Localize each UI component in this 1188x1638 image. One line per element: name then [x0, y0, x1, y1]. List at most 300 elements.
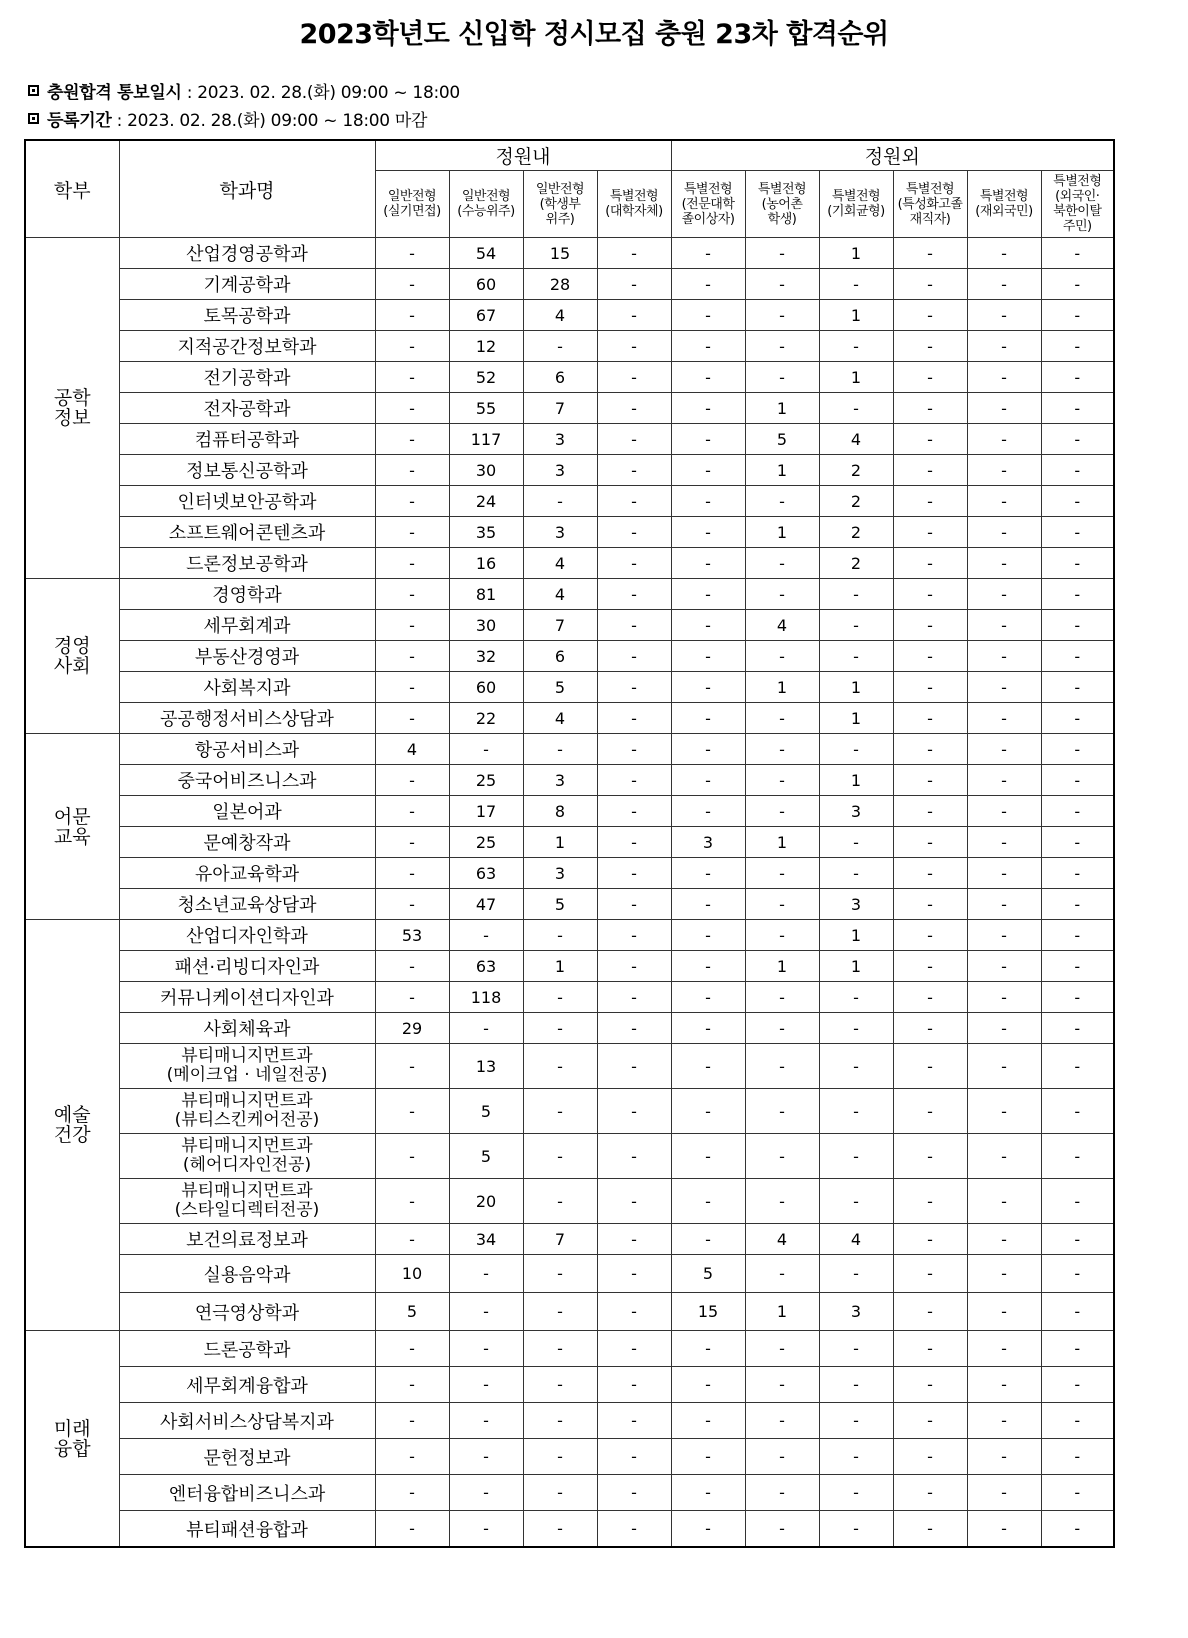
rank-value-cell: -: [967, 1331, 1041, 1367]
major-name-cell: [119, 765, 375, 796]
rank-value-cell: -: [597, 424, 671, 455]
table-row: [25, 486, 1114, 517]
rank-value-cell: 1: [523, 951, 597, 982]
rank-value-cell: -: [1041, 548, 1114, 579]
rank-value-cell: -: [893, 610, 967, 641]
rank-value-cell: -: [819, 1367, 893, 1403]
rank-value-cell: -: [893, 765, 967, 796]
rank-value-cell: -: [1041, 951, 1114, 982]
rank-value-cell: -: [745, 1044, 819, 1089]
dept-label-line: 경영: [53, 635, 91, 657]
rank-value-cell: -: [819, 579, 893, 610]
rank-value-cell: 3: [523, 455, 597, 486]
column-header-line: (실기면접): [383, 204, 441, 219]
rank-value-cell: -: [671, 889, 745, 920]
rank-value-cell: -: [671, 1403, 745, 1439]
notice-label: 등록기간: [47, 111, 112, 131]
column-header-line: (특성화고졸: [897, 196, 963, 212]
rank-value-cell: -: [375, 269, 449, 300]
rank-value-cell: -: [745, 982, 819, 1013]
table-row: [25, 703, 1114, 734]
rank-value-cell: 55: [449, 393, 523, 424]
rank-value-cell: -: [597, 672, 671, 703]
major-name-cell: [119, 300, 375, 331]
rank-value-cell: -: [671, 982, 745, 1013]
major-name-cell: [119, 238, 375, 269]
major-name-cell: [119, 1511, 375, 1548]
rank-value-cell: -: [967, 703, 1041, 734]
major-name-line: 인터넷보안공학과: [177, 492, 317, 513]
dept-label-line: 정보: [53, 407, 91, 429]
major-name-line: 산업경영공학과: [186, 244, 308, 265]
column-header-line: 특별전형: [757, 181, 807, 197]
major-name-cell: [119, 269, 375, 300]
rank-value-cell: -: [375, 331, 449, 362]
table-row: [25, 1089, 1114, 1134]
square-bullet-icon: [28, 113, 39, 124]
rank-value-cell: 4: [745, 1224, 819, 1255]
rank-value-cell: -: [967, 889, 1041, 920]
rank-value-cell: -: [597, 1331, 671, 1367]
table-body: [25, 238, 1114, 1548]
rank-value-cell: -: [449, 1255, 523, 1293]
rank-value-cell: -: [375, 889, 449, 920]
rank-value-cell: -: [893, 1224, 967, 1255]
rank-value-cell: -: [893, 238, 967, 269]
rank-value-cell: 5: [449, 1089, 523, 1134]
dept-cell: [25, 1331, 119, 1548]
rank-value-cell: -: [967, 641, 1041, 672]
rank-value-cell: -: [893, 951, 967, 982]
rank-value-cell: -: [375, 1044, 449, 1089]
rank-value-cell: -: [671, 734, 745, 765]
rank-value-cell: 2: [819, 517, 893, 548]
rank-value-cell: -: [745, 889, 819, 920]
rank-value-cell: -: [375, 1475, 449, 1511]
major-name-line: 컴퓨터공학과: [194, 430, 300, 451]
major-name-line: 문예창작과: [203, 833, 291, 854]
rank-value-cell: -: [819, 858, 893, 889]
rank-value-cell: -: [597, 1013, 671, 1044]
rank-value-cell: -: [967, 579, 1041, 610]
rank-value-cell: -: [967, 300, 1041, 331]
rank-value-cell: -: [1041, 1439, 1114, 1475]
major-name-cell: [119, 610, 375, 641]
column-header-line: 일반전형: [535, 181, 585, 197]
rank-value-cell: -: [1041, 1511, 1114, 1548]
column-header-line: 특별전형: [683, 181, 733, 197]
rank-value-cell: -: [893, 1331, 967, 1367]
rank-value-cell: -: [745, 734, 819, 765]
major-name-line: 세무회계과: [203, 616, 291, 637]
rank-value-cell: 117: [449, 424, 523, 455]
major-name-cell: [119, 331, 375, 362]
rank-value-cell: -: [967, 951, 1041, 982]
rank-value-cell: -: [893, 455, 967, 486]
rank-value-cell: -: [375, 1179, 449, 1224]
rank-value-cell: -: [375, 1224, 449, 1255]
major-name-cell: [119, 1013, 375, 1044]
major-name-line: 전기공학과: [203, 368, 291, 389]
header-major: 학과명: [119, 140, 375, 238]
column-header-line: 위주): [545, 211, 575, 227]
rank-value-cell: -: [893, 517, 967, 548]
rank-value-cell: -: [893, 1089, 967, 1134]
rank-value-cell: -: [893, 920, 967, 951]
rank-value-cell: -: [967, 858, 1041, 889]
rank-value-cell: 3: [523, 858, 597, 889]
dept-label-line: 교육: [53, 825, 91, 848]
rank-value-cell: -: [745, 1367, 819, 1403]
rank-value-cell: -: [893, 548, 967, 579]
table-row: [25, 362, 1114, 393]
rank-value-cell: 22: [449, 703, 523, 734]
rank-value-cell: 16: [449, 548, 523, 579]
rank-value-cell: -: [375, 827, 449, 858]
rank-value-cell: -: [671, 579, 745, 610]
rank-value-cell: -: [745, 1439, 819, 1475]
rank-value-cell: -: [523, 734, 597, 765]
rank-value-cell: -: [893, 1255, 967, 1293]
rank-value-cell: 35: [449, 517, 523, 548]
rank-value-cell: -: [597, 796, 671, 827]
rank-value-cell: -: [819, 331, 893, 362]
column-header: [1041, 171, 1114, 238]
major-name-line: 뷰티매니지먼트과: [181, 1091, 313, 1111]
rank-value-cell: -: [819, 610, 893, 641]
rank-value-cell: -: [597, 610, 671, 641]
rank-value-cell: 28: [523, 269, 597, 300]
dept-label-line: 건강: [53, 1124, 91, 1146]
column-header-line: (농어촌: [761, 196, 803, 212]
rank-value-cell: -: [523, 486, 597, 517]
rank-value-cell: -: [893, 1403, 967, 1439]
rank-value-cell: -: [1041, 1044, 1114, 1089]
rank-value-cell: -: [893, 300, 967, 331]
rank-value-cell: -: [819, 1134, 893, 1179]
major-name-cell: [119, 951, 375, 982]
rank-value-cell: -: [745, 300, 819, 331]
rank-value-cell: -: [671, 331, 745, 362]
rank-value-cell: -: [967, 734, 1041, 765]
rank-value-cell: -: [375, 703, 449, 734]
rank-value-cell: 1: [745, 393, 819, 424]
table-row: [25, 1293, 1114, 1331]
rank-value-cell: -: [967, 1013, 1041, 1044]
rank-value-cell: -: [967, 610, 1041, 641]
rank-value-cell: 4: [523, 579, 597, 610]
rank-value-cell: -: [449, 920, 523, 951]
rank-value-cell: 5: [375, 1293, 449, 1331]
table-row: [25, 517, 1114, 548]
major-name-line: 실용음악과: [203, 1264, 291, 1286]
rank-value-cell: 1: [819, 765, 893, 796]
major-name-line: 뷰티매니지먼트과: [181, 1136, 313, 1156]
major-name-line: 소프트웨어콘텐츠과: [168, 523, 326, 544]
rank-value-cell: -: [671, 238, 745, 269]
major-name-cell: [119, 1439, 375, 1475]
rank-value-cell: 3: [523, 424, 597, 455]
rank-value-cell: 2: [819, 455, 893, 486]
table-row: [25, 269, 1114, 300]
rank-value-cell: -: [375, 765, 449, 796]
major-name-cell: [119, 920, 375, 951]
rank-value-cell: -: [819, 1089, 893, 1134]
rank-value-cell: -: [375, 1331, 449, 1367]
major-name-line: 청소년교육상담과: [177, 895, 317, 916]
rank-value-cell: -: [597, 1044, 671, 1089]
rank-value-cell: -: [967, 1293, 1041, 1331]
rank-value-cell: -: [1041, 610, 1114, 641]
table-row: [25, 1439, 1114, 1475]
header-dept: 학부: [25, 140, 119, 238]
rank-value-cell: -: [745, 269, 819, 300]
rank-value-cell: -: [893, 796, 967, 827]
major-name-line: 산업디자인학과: [186, 926, 308, 947]
table-row: [25, 951, 1114, 982]
rank-value-cell: -: [745, 331, 819, 362]
rank-value-cell: -: [671, 393, 745, 424]
rank-value-cell: -: [967, 486, 1041, 517]
column-header-line: 일반전형: [387, 189, 437, 204]
rank-value-cell: -: [671, 455, 745, 486]
rank-value-cell: 1: [819, 238, 893, 269]
rank-value-cell: -: [597, 1475, 671, 1511]
column-header-line: 학생): [767, 211, 797, 227]
rank-value-cell: -: [893, 889, 967, 920]
rank-value-cell: -: [523, 1367, 597, 1403]
rank-value-cell: -: [967, 1044, 1041, 1089]
major-name-cell: [119, 672, 375, 703]
rank-value-cell: 4: [375, 734, 449, 765]
rank-value-cell: -: [893, 827, 967, 858]
rank-value-cell: 15: [671, 1293, 745, 1331]
column-header-line: (학생부: [539, 196, 581, 212]
rank-value-cell: -: [967, 672, 1041, 703]
rank-value-cell: 5: [449, 1134, 523, 1179]
rank-value-cell: -: [819, 734, 893, 765]
major-name-line: 뷰티매니지먼트과: [181, 1046, 313, 1066]
rank-value-cell: -: [1041, 1255, 1114, 1293]
column-header-line: 졸이상자): [681, 211, 735, 227]
rank-value-cell: -: [967, 1255, 1041, 1293]
table-row: [25, 455, 1114, 486]
rank-value-cell: 30: [449, 610, 523, 641]
rank-value-cell: -: [1041, 269, 1114, 300]
dept-cell: [25, 734, 119, 920]
table-row: [25, 1331, 1114, 1367]
rank-value-cell: -: [375, 579, 449, 610]
rank-value-cell: -: [1041, 1134, 1114, 1179]
rank-value-cell: 13: [449, 1044, 523, 1089]
column-header-line: (외국인·: [1055, 189, 1100, 204]
rank-value-cell: -: [819, 827, 893, 858]
rank-value-cell: -: [819, 1331, 893, 1367]
rank-value-cell: -: [967, 1134, 1041, 1179]
major-name-cell: [119, 1224, 375, 1255]
rank-value-cell: -: [375, 455, 449, 486]
table-row: [25, 1134, 1114, 1179]
column-header-line: (대학자체): [605, 204, 663, 219]
rank-value-cell: 20: [449, 1179, 523, 1224]
rank-value-cell: 5: [523, 672, 597, 703]
table-row: [25, 765, 1114, 796]
column-header-line: 북한이탈: [1053, 204, 1102, 219]
major-name-line: 연극영상학과: [194, 1302, 300, 1324]
rank-value-cell: -: [597, 362, 671, 393]
column-header-line: (전문대학: [681, 196, 735, 212]
rank-value-cell: -: [1041, 982, 1114, 1013]
rank-value-cell: 17: [449, 796, 523, 827]
rank-value-cell: -: [819, 1013, 893, 1044]
rank-value-cell: -: [597, 1293, 671, 1331]
rank-value-cell: -: [1041, 486, 1114, 517]
major-name-line: 뷰티매니지먼트과: [181, 1181, 313, 1201]
rank-value-cell: 7: [523, 610, 597, 641]
rank-value-cell: 15: [523, 238, 597, 269]
rank-value-cell: -: [1041, 920, 1114, 951]
rank-value-cell: -: [893, 424, 967, 455]
table-row: [25, 1511, 1114, 1548]
rank-value-cell: 32: [449, 641, 523, 672]
rank-value-cell: -: [745, 641, 819, 672]
rank-value-cell: -: [375, 1511, 449, 1548]
major-name-cell: [119, 1179, 375, 1224]
rank-value-cell: -: [375, 951, 449, 982]
rank-value-cell: -: [375, 486, 449, 517]
table-row: [25, 1475, 1114, 1511]
column-header: [745, 171, 819, 238]
rank-value-cell: -: [597, 486, 671, 517]
major-name-line: 토목공학과: [203, 306, 291, 327]
major-name-cell: [119, 548, 375, 579]
table-row: [25, 1224, 1114, 1255]
major-name-line: 사회체육과: [203, 1019, 291, 1040]
column-header-line: 일반전형: [461, 189, 511, 204]
major-name-line: 세무회계융합과: [186, 1375, 308, 1397]
major-name-line: 공공행정서비스상담과: [160, 709, 334, 730]
rank-value-cell: -: [967, 827, 1041, 858]
column-header-line: 주민): [1062, 219, 1092, 234]
column-header: [819, 171, 893, 238]
table-row: [25, 889, 1114, 920]
rank-value-cell: -: [523, 1179, 597, 1224]
rank-value-cell: -: [893, 579, 967, 610]
rank-value-cell: -: [671, 1439, 745, 1475]
rank-value-cell: -: [893, 858, 967, 889]
rank-value-cell: -: [745, 1179, 819, 1224]
rank-value-cell: -: [449, 1439, 523, 1475]
table-row: [25, 1403, 1114, 1439]
major-name-cell: [119, 486, 375, 517]
rank-value-cell: -: [671, 1331, 745, 1367]
major-name-line: 사회복지과: [203, 678, 291, 699]
rank-value-cell: -: [375, 610, 449, 641]
major-name-cell: [119, 1044, 375, 1089]
major-name-cell: [119, 1367, 375, 1403]
rank-value-cell: -: [893, 1044, 967, 1089]
rank-value-cell: -: [819, 1439, 893, 1475]
rank-value-cell: -: [597, 579, 671, 610]
rank-value-cell: 1: [819, 703, 893, 734]
rank-value-cell: -: [671, 269, 745, 300]
rank-value-cell: -: [523, 1044, 597, 1089]
rank-value-cell: -: [375, 1439, 449, 1475]
rank-value-cell: -: [1041, 1403, 1114, 1439]
notice-value: : 2023. 02. 28.(화) 09:00 ~ 18:00 마감: [111, 111, 428, 131]
rank-value-cell: 3: [819, 1293, 893, 1331]
dept-label-line: 공학: [53, 387, 91, 409]
rank-value-cell: 1: [523, 827, 597, 858]
rank-value-cell: -: [597, 1367, 671, 1403]
rank-value-cell: -: [375, 1089, 449, 1134]
rank-value-cell: -: [745, 858, 819, 889]
rank-value-cell: -: [523, 1255, 597, 1293]
rank-value-cell: -: [819, 1475, 893, 1511]
rank-value-cell: 7: [523, 393, 597, 424]
major-name-line: 부동산경영과: [194, 647, 300, 668]
rank-value-cell: -: [449, 1331, 523, 1367]
rank-value-cell: 4: [523, 548, 597, 579]
rank-value-cell: 53: [375, 920, 449, 951]
dept-cell: [25, 920, 119, 1331]
rank-value-cell: -: [967, 1367, 1041, 1403]
rank-value-cell: 63: [449, 858, 523, 889]
rank-value-cell: -: [523, 1089, 597, 1134]
dept-label-line: 예술: [53, 1104, 91, 1126]
dept-cell: [25, 238, 119, 579]
rank-value-cell: -: [671, 1013, 745, 1044]
rank-value-cell: -: [819, 1179, 893, 1224]
major-name-line: 유아교육학과: [194, 864, 300, 885]
column-header-line: (수능위주): [457, 204, 515, 219]
rank-value-cell: -: [967, 393, 1041, 424]
rank-value-cell: -: [597, 1255, 671, 1293]
rank-value-cell: -: [1041, 641, 1114, 672]
rank-value-cell: -: [375, 238, 449, 269]
rank-value-cell: -: [745, 1403, 819, 1439]
rank-value-cell: -: [1041, 517, 1114, 548]
dept-label-line: 어문: [53, 805, 91, 828]
major-name-cell: [119, 517, 375, 548]
rank-value-cell: -: [1041, 1331, 1114, 1367]
rank-value-cell: -: [671, 1089, 745, 1134]
header-group-in-quota: 정원내: [375, 140, 671, 171]
rank-value-cell: 6: [523, 362, 597, 393]
column-header-line: 특별전형: [1053, 174, 1102, 189]
major-name-cell: [119, 889, 375, 920]
rank-value-cell: -: [1041, 889, 1114, 920]
rank-value-cell: -: [745, 1331, 819, 1367]
rank-value-cell: -: [967, 796, 1041, 827]
rank-value-cell: -: [1041, 1089, 1114, 1134]
major-name-line: (뷰티스킨케어전공): [174, 1110, 320, 1130]
column-header: [967, 171, 1041, 238]
major-name-line: 커뮤니케이션디자인과: [160, 988, 334, 1009]
major-name-line: (스타일디렉터전공): [174, 1200, 320, 1220]
rank-value-cell: 52: [449, 362, 523, 393]
rank-value-cell: -: [523, 1439, 597, 1475]
rank-value-cell: -: [1041, 579, 1114, 610]
rank-value-cell: -: [597, 703, 671, 734]
rank-value-cell: 34: [449, 1224, 523, 1255]
rank-value-cell: -: [819, 1403, 893, 1439]
rank-value-cell: 3: [819, 889, 893, 920]
table-row: [25, 610, 1114, 641]
square-bullet-icon: [28, 85, 39, 96]
rank-value-cell: -: [745, 703, 819, 734]
rank-value-cell: -: [523, 982, 597, 1013]
